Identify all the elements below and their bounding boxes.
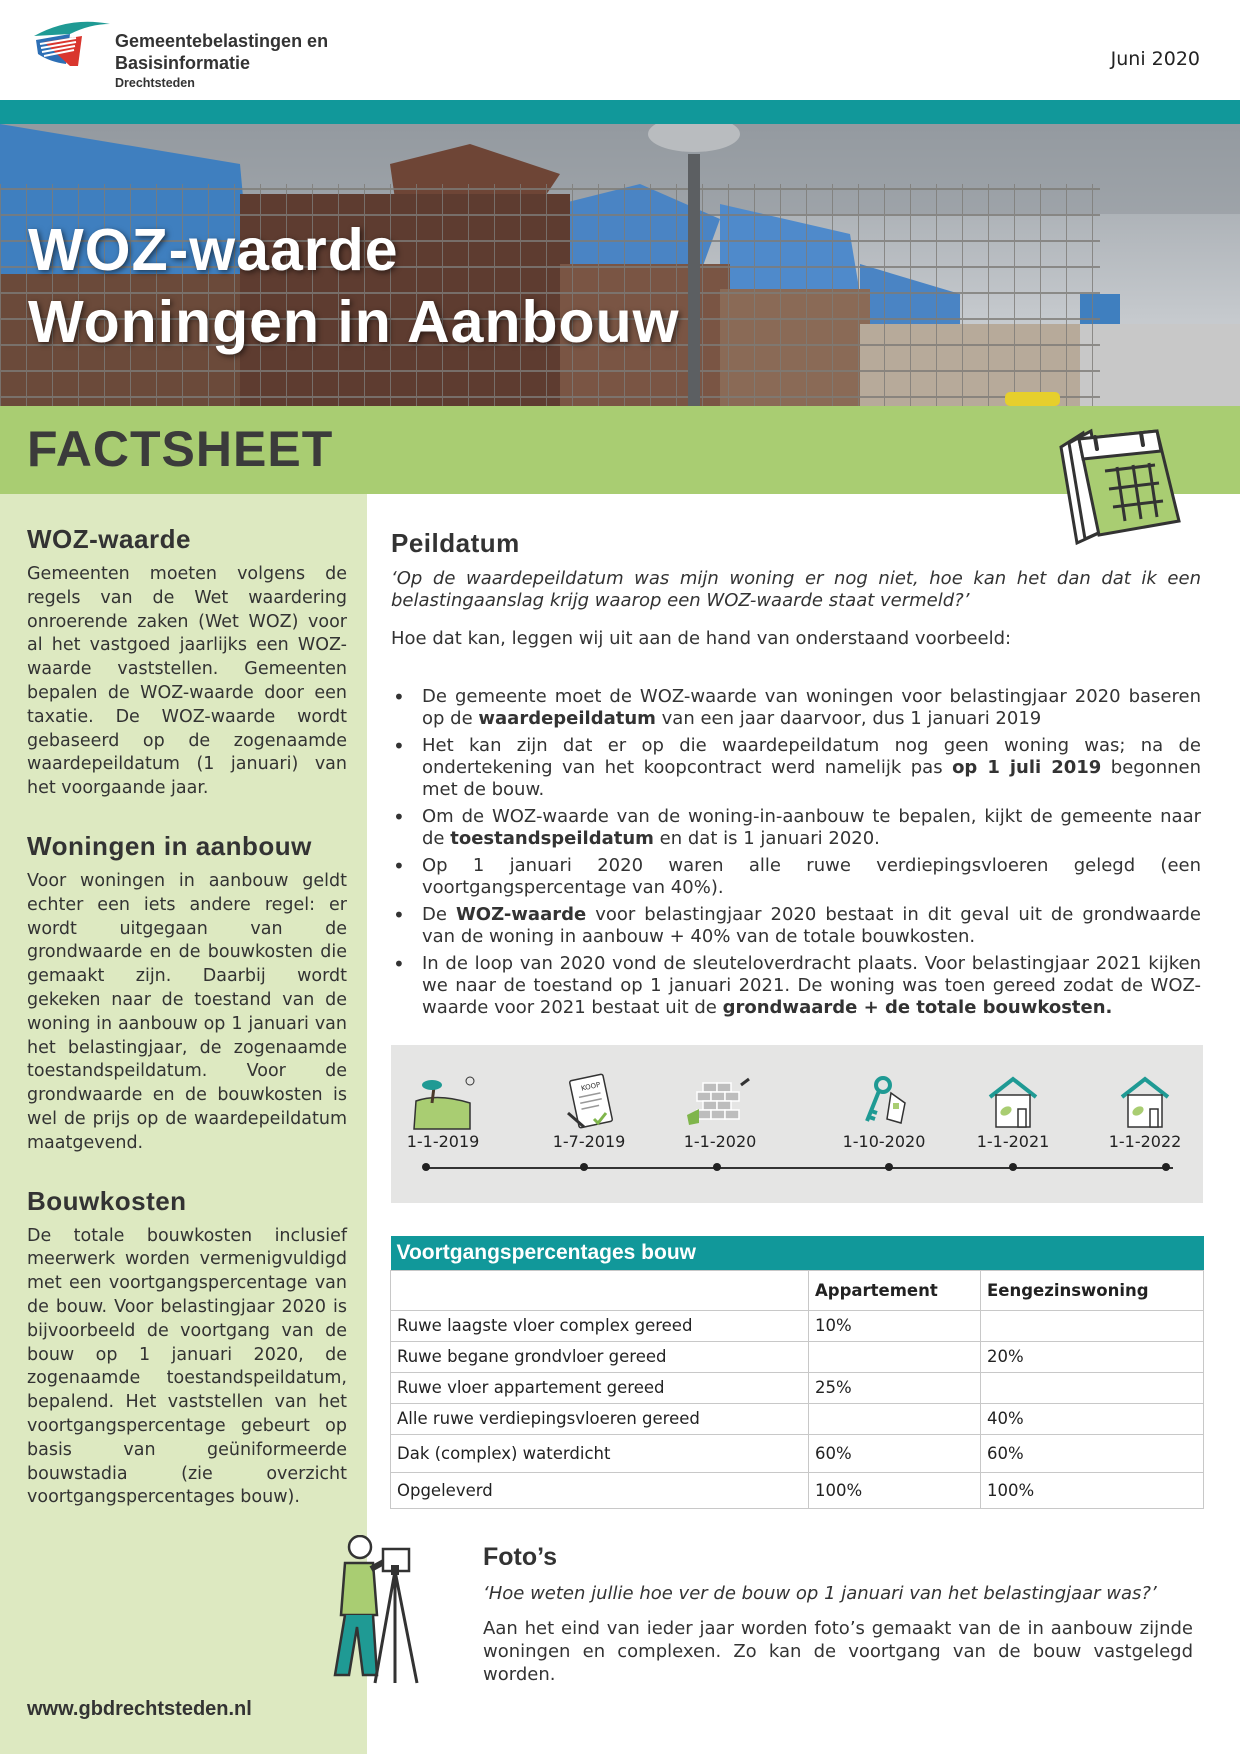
teal-divider <box>0 100 1240 124</box>
table-cell: 100% <box>981 1472 1204 1508</box>
bullet-item <box>391 806 1201 850</box>
table-cell: 25% <box>809 1372 981 1403</box>
timeline-dot <box>1009 1163 1017 1171</box>
bullet-bold: waardepeildatum <box>478 708 656 729</box>
table-cell: Dak (complex) waterdicht <box>391 1434 809 1472</box>
timeline-dot <box>422 1163 430 1171</box>
website-link[interactable]: www.gbdrechtsteden.nl <box>27 1698 252 1720</box>
bricks-icon <box>685 1073 755 1131</box>
bullet-bold: toestandspeildatum <box>450 828 654 849</box>
sidebar-heading: Bouwkosten <box>27 1185 187 1216</box>
publication-date: Juni 2020 <box>1110 48 1200 70</box>
table-cell: Alle ruwe verdiepingsvloeren gereed <box>391 1403 809 1434</box>
bullet-text: De gemeente moet de WOZ-waarde van woningen voor belastingjaar 2020 baseren op de <box>422 686 1201 729</box>
peildatum-intro: Hoe dat kan, leggen wij uit aan de hand van onderstaand voorbeeld: <box>391 628 1012 649</box>
sidebar-paragraph: Voor woningen in aanbouw geldt echter een iets andere regel: er wordt uitgegaan van de grondwaarde en de bouwkosten die gemaakt zijn. Daarbij wordt gekeken naar de toestand van de woning in aanbouw op 1 januari van het belastingjaar, de zogenaamde toestandspeildatum. Voor de grondwaarde en de bouwkosten is wel de prijs op de waardepeildatum maatgevend. <box>27 870 347 1153</box>
timeline-date: 1-1-2021 <box>976 1132 1050 1151</box>
bullet-item <box>391 686 1201 730</box>
peildatum-quote: ‘Op de waardepeildatum was mijn woning er nog niet, hoe kan het dan dat ik een belastingaanslag krijg waarop een WOZ-waarde staat vermeld?’ <box>391 568 1201 611</box>
hero-title-line2: Woningen in Aanbouw <box>28 289 680 355</box>
column-header <box>391 1270 809 1310</box>
timeline <box>391 1045 1203 1203</box>
table-cell: Opgeleverd <box>391 1472 809 1508</box>
column-header: Eengezinswoning <box>981 1270 1204 1310</box>
table-cell: Ruwe laagste vloer complex gereed <box>391 1310 809 1341</box>
table-cell: 20% <box>981 1341 1204 1372</box>
contract-icon <box>554 1073 624 1131</box>
house-icon <box>1110 1073 1180 1131</box>
sidebar-heading: Woningen in aanbouw <box>27 830 312 861</box>
table-cell <box>981 1372 1204 1403</box>
fotos-heading: Foto’s <box>483 1543 558 1571</box>
house-icon <box>978 1073 1048 1131</box>
table-row <box>391 1472 1204 1508</box>
table-title-row <box>391 1236 1204 1270</box>
fotos-quote: ‘Hoe weten jullie hoe ver de bouw op 1 januari van het belastingjaar was?’ <box>483 1583 1157 1604</box>
hero-title-line1: WOZ-waarde <box>28 217 399 283</box>
timeline-axis <box>425 1167 1173 1169</box>
timeline-dot <box>1162 1163 1170 1171</box>
table-cell: 10% <box>809 1310 981 1341</box>
table-cell <box>981 1310 1204 1341</box>
organisation-name <box>115 30 328 74</box>
table-cell: 40% <box>981 1403 1204 1434</box>
bullet-text: Het kan zijn dat er op die waardepeildatum nog geen woning was; na de ondertekening van het koopcontract werd namelijk pas <box>422 735 1201 778</box>
table-row <box>391 1434 1204 1472</box>
timeline-dot <box>580 1163 588 1171</box>
key-icon <box>849 1073 919 1131</box>
bullet-text: begonnen met de bouw. <box>422 757 1202 800</box>
table-cell: 100% <box>809 1472 981 1508</box>
timeline-date: 1-7-2019 <box>552 1132 626 1151</box>
peildatum-bullet-list <box>391 686 1201 1024</box>
peildatum-heading: Peildatum <box>391 528 520 558</box>
table-row <box>391 1372 1204 1403</box>
timeline-dot <box>885 1163 893 1171</box>
factsheet-band <box>0 406 1240 494</box>
land-icon <box>408 1073 478 1131</box>
table-cell: 60% <box>981 1434 1204 1472</box>
hero-title <box>28 214 680 358</box>
factsheet-label: FACTSHEET <box>27 421 334 477</box>
fotos-text: Aan het eind van ieder jaar worden foto’s gemaakt van de in aanbouw zijnde woningen en complexen. Zo kan de voortgang van de bouw vastgelegd worden. <box>483 1618 1193 1685</box>
progress-table <box>390 1236 1204 1509</box>
table-cell: Ruwe begane grondvloer gereed <box>391 1341 809 1372</box>
timeline-dot <box>713 1163 721 1171</box>
table-row <box>391 1341 1204 1372</box>
bullet-text: van een jaar daarvoor, dus 1 januari 2019 <box>655 708 1042 729</box>
bullet-item <box>391 904 1201 948</box>
bullet-text: In de loop van 2020 vond de sleuteloverdracht plaats. Voor belastingjaar 2021 kijken we naar de toestand op 1 januari 2021. De woning was toen gereed zodat de WOZ-waarde voor 2021 bestaat uit de <box>422 953 1201 1018</box>
org-name-line1: Gemeentebelastingen en <box>115 31 329 51</box>
organisation-subtitle: Drechtsteden <box>115 76 195 90</box>
table-title: Voortgangspercentages bouw <box>391 1236 1204 1270</box>
bullet-bold: op 1 juli 2019 <box>952 757 1102 778</box>
sidebar-paragraph: Gemeenten moeten volgens de regels van de Wet waardering onroerende zaken (Wet WOZ) voor al het vastgoed jaarlijks een WOZ-waarde vaststellen. Gemeenten bepalen de WOZ-waarde door een taxatie. De WOZ-waarde wordt gebaseerd op de zogenaamde waardepeildatum (1 januari) van het voorgaande jaar. <box>27 564 347 799</box>
svg-text:KOOP: KOOP <box>580 1080 602 1093</box>
table-row <box>391 1403 1204 1434</box>
timeline-date: 1-1-2020 <box>683 1132 757 1151</box>
table-cell: 60% <box>809 1434 981 1472</box>
bullet-item <box>391 953 1201 1019</box>
bullet-item <box>391 735 1201 801</box>
bullet-bold: WOZ-waarde <box>455 904 587 925</box>
bullet-text: De <box>422 904 456 925</box>
org-name-line2: Basisinformatie <box>115 53 251 73</box>
timeline-date: 1-1-2019 <box>406 1132 480 1151</box>
timeline-date: 1-1-2022 <box>1108 1132 1182 1151</box>
photographer-icon <box>305 1535 465 1685</box>
bullet-text: en dat is 1 januari 2020. <box>653 828 880 849</box>
bullet-text: Op 1 januari 2020 waren alle ruwe verdiepingsvloeren gelegd (een voortgangspercentage van 40%). <box>422 855 1201 898</box>
hero-banner <box>0 124 1240 406</box>
sidebar-content <box>27 524 347 1540</box>
timeline-date: 1-10-2020 <box>842 1132 926 1151</box>
table-header-row <box>391 1270 1204 1310</box>
table-cell: Ruwe vloer appartement gereed <box>391 1372 809 1403</box>
bullet-item <box>391 855 1201 899</box>
page-header <box>0 0 1240 100</box>
sidebar-heading: WOZ-waarde <box>27 524 191 554</box>
sidebar-paragraph: De totale bouwkosten inclusief meerwerk worden vermenigvuldigd met een voortgangspercentage van de bouw. Voor belastingjaar 2020 is bijvoorbeeld de voortgang van de bouw op 1 januari 2020, de zogenaamde toestandspeildatum, bepalend. Het vaststellen van het voortgangspercentage gebeurt op basis van geüniformeerde bouwstadia (zie overzicht voortgangspercentages bouw). <box>27 1225 347 1508</box>
bullet-text: voor belastingjaar 2020 bestaat in dit geval uit de grondwaarde van de woning in aanbouw + 40% van de totale bouwkosten. <box>422 904 1202 947</box>
table-row <box>391 1310 1204 1341</box>
bullet-text: Om de WOZ-waarde van de woning-in-aanbouw te bepalen, kijkt de gemeente naar de <box>422 806 1201 849</box>
organisation-logo <box>30 14 120 74</box>
table-cell <box>809 1341 981 1372</box>
table-cell <box>809 1403 981 1434</box>
bullet-bold: grondwaarde + de totale bouwkosten. <box>722 997 1113 1018</box>
column-header: Appartement <box>809 1270 981 1310</box>
